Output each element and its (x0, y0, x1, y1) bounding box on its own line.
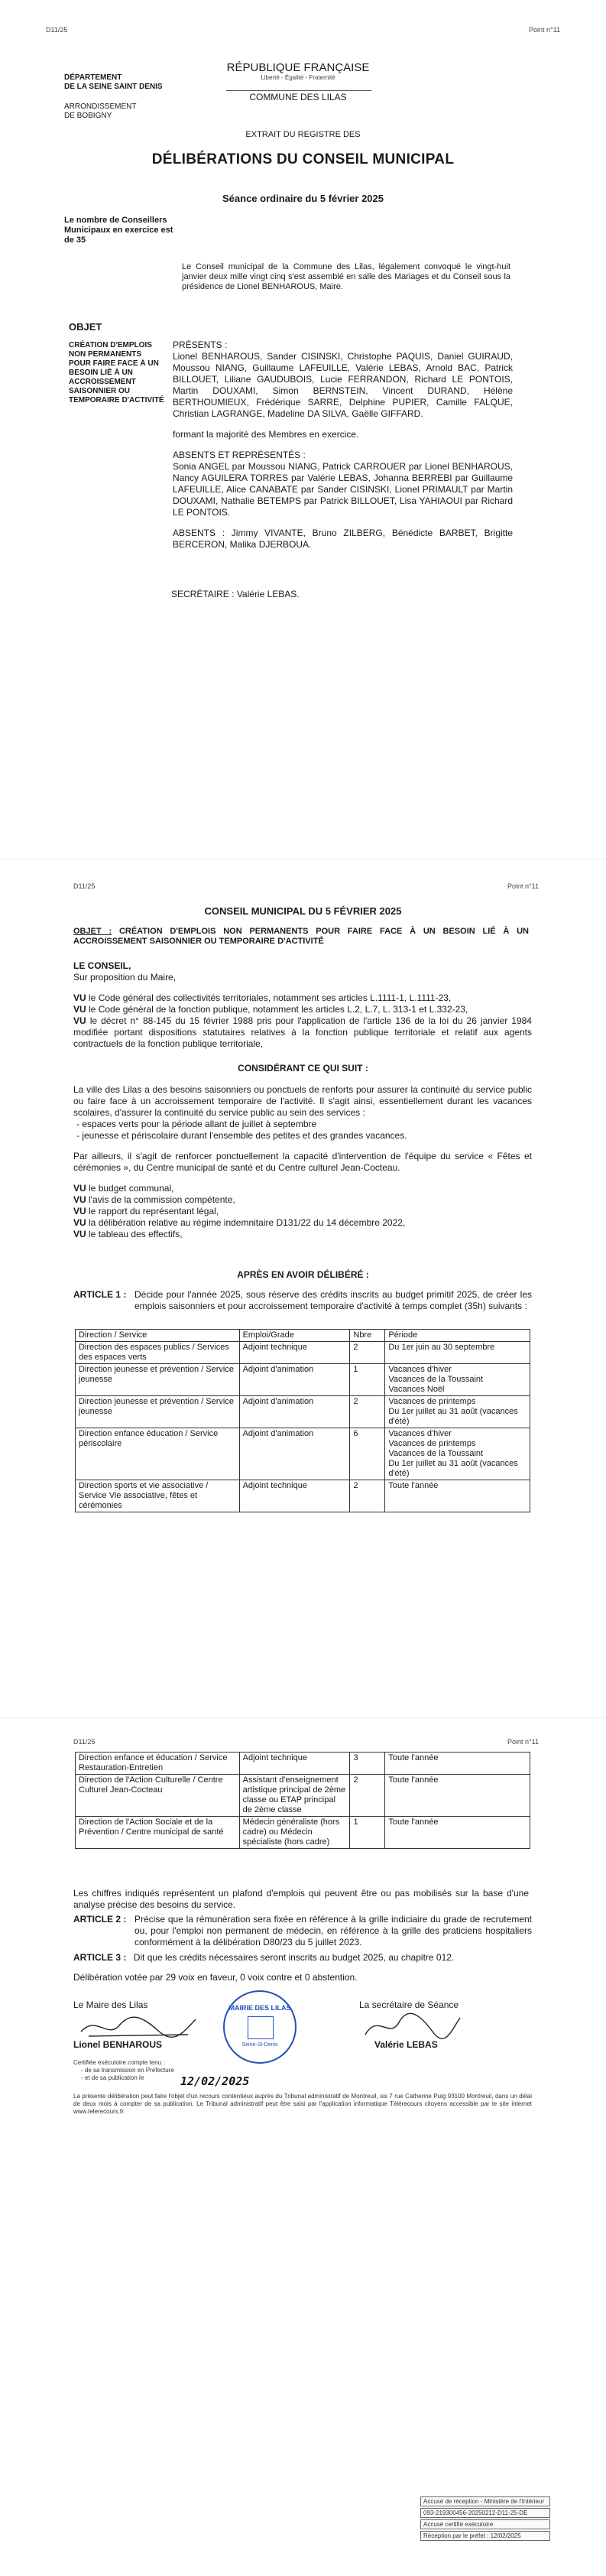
table-row (76, 1480, 530, 1512)
divider (226, 90, 371, 91)
table-cell: 1 (350, 1817, 385, 1849)
vote-result: Délibération votée par 29 voix en faveur, 0 voix contre et 0 abstention. (73, 1972, 358, 1983)
table-cell: Toute l'année (385, 1480, 530, 1512)
seal-emblem-icon (248, 2016, 274, 2039)
nombre-conseillers: Le nombre de Conseillers Municipaux en exercice est de 35 (64, 216, 173, 245)
table-cell: Vacances d'hiver Vacances de printemps Vacances de la Toussaint Du 1er juillet au 31 août (vacances d'été) (385, 1428, 530, 1480)
table-cell: Toute l'année (385, 1817, 530, 1849)
seal-top-text: MAIRIE DES LILAS (228, 2004, 291, 2012)
table-cell: Adjoint d'animation (239, 1396, 350, 1428)
table-cell: 2 (350, 1775, 385, 1817)
table-cell: 3 (350, 1753, 385, 1775)
objet-label: OBJET (69, 321, 102, 333)
table-cell: Médecin généraliste (hors cadre) ou Médecin spécialiste (hors cadre) (239, 1817, 350, 1849)
table-cell: Adjoint technique (239, 1753, 350, 1775)
table-cell: Adjoint d'animation (239, 1364, 350, 1396)
article-2-label: ARTICLE 2 : (73, 1914, 127, 1925)
para-1: La ville des Lilas a des besoins saisonniers ou ponctuels de renforts pour assurer la continuité du service public ou faire face à un accroissement temporaire de l'activité. Il s'agit ainsi, essentiellement durant les vacances scolaires, d'assurer la continuité du service public au sein des services : (73, 1084, 532, 1118)
page-2 (0, 859, 606, 1717)
vu-5 (73, 1194, 532, 1206)
secretaire-name: Valérie LEBAS. (236, 589, 300, 599)
secretaire-signature (359, 2009, 466, 2042)
vu-key: VU (73, 1183, 86, 1194)
table-header-cell: Emploi/Grade (239, 1330, 350, 1342)
presents-list: Lionel BENHAROUS, Sander CISINSKI, Christophe PAQUIS, Daniel GUIRAUD, Moussou NIANG, Guillaume LAFEUILLE, Valérie LEBAS, Arnold BAC, Patrick BILLOUET, Liliane GAUDUBOIS, Lucie FERRANDON, Richard LE PONTOIS, Martin DOUXAMI, Simon BERNSTEIN, Vincent DURAND, Hélène BERTHOUMIEUX, Frédérique SARRE, Delphine PUPIER, Camille FALQUE, Christian LAGRANGE, Madeline DA SILVA, Gaëlle GIFFARD. (173, 351, 513, 419)
table-cell: 1 (350, 1364, 385, 1396)
table-cell: Direction jeunesse et prévention / Service jeunesse (76, 1364, 240, 1396)
ref-number: D11/25 (73, 1738, 96, 1746)
page-1 (0, 0, 606, 859)
article-1 (73, 1289, 532, 1312)
vu-3 (73, 1015, 532, 1050)
table-header-cell: Période (385, 1330, 530, 1342)
point-number: Point n°11 (507, 1738, 539, 1746)
maire-label: Le Maire des Lilas (73, 1999, 148, 2010)
receipt-line-2: 093-219300456-20250212-D11-25-DE (420, 2508, 550, 2518)
emplois-table-body (76, 1330, 530, 1512)
vu-key: VU (73, 992, 86, 1003)
table-cell: Toute l'année (385, 1753, 530, 1775)
vu-2 (73, 1004, 532, 1015)
absents-block (173, 528, 513, 551)
table-cell: Direction de l'Action Sociale et de la Prévention / Centre municipal de santé (76, 1817, 240, 1849)
table-header-row (76, 1330, 530, 1342)
table-row (76, 1775, 530, 1817)
table-cell: Direction jeunesse et prévention / Service jeunesse (76, 1396, 240, 1428)
point-number: Point n°11 (529, 26, 560, 34)
vu-text: le tableau des effectifs, (89, 1229, 183, 1239)
table-cell: Direction de l'Action Culturelle / Centre Culturel Jean-Cocteau (76, 1775, 240, 1817)
vu-text: l'avis de la commission compétente, (89, 1194, 235, 1205)
prefecture-receipt (420, 2496, 550, 2542)
table-cell: 2 (350, 1480, 385, 1512)
emplois-table-continued (75, 1752, 530, 1849)
mairie-seal (223, 1990, 297, 2064)
receipt-line-4: Réception par le préfet : 12/02/2025 (420, 2531, 550, 2541)
table-cell: Direction sports et vie associative / Service Vie associative, fêtes et cérémonies (76, 1480, 240, 1512)
table-row (76, 1396, 530, 1428)
republic-title: RÉPUBLIQUE FRANÇAISE (226, 61, 370, 74)
secretaire-label: La secrétaire de Séance (359, 1999, 459, 2010)
secretaire-block (171, 589, 300, 600)
vu-8 (73, 1229, 532, 1240)
table-cell: Adjoint technique (239, 1480, 350, 1512)
table-cell: Adjoint technique (239, 1342, 350, 1364)
absents-rep-list: Sonia ANGEL par Moussou NIANG, Patrick CARROUER par Lionel BENHAROUS, Nancy AGUILERA TORRES par Valérie LEBAS, Johanna BERREBI par Guillaume LAFEUILLE, Alice CANABATE par Sander CISINSKI, Lionel PRIMAULT par Martin DOUXAMI, Nathalie BETEMPS par Patrick BILLOUET, Lisa YAHIAOUI par Richard LE PONTOIS. (173, 461, 513, 518)
vu-text: la délibération relative au régime indemnitaire D131/22 du 14 décembre 2022, (89, 1217, 406, 1228)
seal-bottom-text: Seine-St-Denis (241, 2042, 278, 2048)
objet-text: CRÉATION D'EMPLOIS NON PERMANENTS POUR FAIRE FACE À UN BESOIN LIÉ À UN ACCROISSEMENT SAISONNIER OU TEMPORAIRE D'ACTIVITÉ (69, 341, 164, 404)
article-1-label: ARTICLE 1 : (73, 1289, 127, 1300)
table-row (76, 1364, 530, 1396)
article-3 (73, 1952, 532, 1964)
vu-key: VU (73, 1015, 86, 1026)
article-2-text: Précise que la rémunération sera fixée en référence à la grille indiciaire du grade de recrutement ou, pour l'emploi non permanent de médecin, en référence à la grille des praticiens hospitaliers conformément à la délibération D80/23 du 5 juillet 2023. (134, 1914, 532, 1947)
certification (73, 2059, 174, 2082)
arrondissement (64, 102, 136, 121)
extrait-label: EXTRAIT DU REGISTRE DES (245, 130, 361, 139)
bullet-1: - espaces verts pour la période allant de juillet à septembre (76, 1119, 532, 1130)
le-conseil: LE CONSEIL, (73, 960, 131, 971)
page-3 (0, 1717, 606, 2576)
secretaire-name: Valérie LEBAS (374, 2039, 438, 2050)
considerant-heading: CONSIDÉRANT CE QUI SUIT : (238, 1063, 368, 1074)
vu-text: le Code général de la fonction publique, notamment les articles L.2, L.7, L. 313-1 et L.332-23, (89, 1004, 468, 1015)
table-row (76, 1817, 530, 1849)
vu-key: VU (73, 1217, 86, 1228)
article-2 (73, 1914, 532, 1948)
certifie-line-3: - et de sa publication le (81, 2074, 144, 2081)
vu-key: VU (73, 1229, 86, 1239)
table-cell: Vacances de printemps Du 1er juillet au 31 août (vacances d'été) (385, 1396, 530, 1428)
table-header-cell: Direction / Service (76, 1330, 240, 1342)
emplois-table-continued-body (76, 1753, 530, 1849)
seance-date: Séance ordinaire du 5 février 2025 (222, 193, 384, 204)
ref-number: D11/25 (73, 882, 96, 890)
intro-paragraph: Le Conseil municipal de la Commune des Lilas, légalement convoqué le vingt-huit janvier deux mille vingt cinq s'est assemblé en salle des Mariages et du Conseil sous la présidence de Lionel BENHAROUS, Maire. (182, 262, 510, 291)
article-3-text: Dit que les crédits nécessaires seront inscrits au budget 2025, au chapitre 012. (133, 1952, 455, 1963)
publication-date: 12/02/2025 (180, 2074, 250, 2088)
secretaire-label: SECRÉTAIRE : (171, 589, 235, 599)
point-number: Point n°11 (507, 882, 539, 890)
attendance-block (173, 339, 513, 551)
table-row (76, 1753, 530, 1775)
table-cell: Vacances d'hiver Vacances de la Toussaint Vacances Noël (385, 1364, 530, 1396)
emplois-table (75, 1329, 530, 1512)
vu-7 (73, 1217, 532, 1229)
objet-text: CRÉATION D'EMPLOIS NON PERMANENTS POUR FAIRE FACE À UN BESOIN LIÉ À UN ACCROISSEMENT SAISONNIER OU TEMPORAIRE D'ACTIVITÉ (73, 927, 529, 946)
vu-text: le Code général des collectivités territoriales, notamment ses articles L.1111-1, L.1111-23, (89, 992, 452, 1003)
certifie-line-1: Certifiée exécutoire compte tenu : (73, 2059, 165, 2066)
para-2: Par ailleurs, il s'agit de renforcer ponctuellement la capacité d'intervention de l'équipe du service « Fêtes et cérémonies », du Centre municipal de santé et du Centre culturel Jean-Cocteau. (73, 1151, 532, 1173)
receipt-line-3: Accusé certifié exécutoire (420, 2519, 550, 2529)
vu-key: VU (73, 1004, 86, 1015)
service-list (76, 1119, 532, 1142)
vu-text: le rapport du représentant légal, (89, 1206, 219, 1217)
conseil-heading: CONSEIL MUNICIPAL DU 5 FÉVRIER 2025 (204, 905, 402, 917)
republic-motto: Liberté - Égalité - Fraternité (261, 74, 335, 81)
arr-line-1: ARRONDISSEMENT (64, 102, 137, 111)
table-cell: Du 1er juin au 30 septembre (385, 1342, 530, 1364)
presents-label: PRÉSENTS : (173, 339, 228, 350)
table-cell: Direction enfance éducation / Service périscolaire (76, 1428, 240, 1480)
majorite-text: formant la majorité des Membres en exercice. (173, 429, 359, 440)
maire-name: Lionel BENHAROUS (73, 2039, 163, 2050)
arr-line-2: DE BOBIGNY (64, 112, 112, 120)
recours-notice: La présente délibération peut faire l'objet d'un recours contentieux auprès du Tribunal administratif de Montreuil, sis 7 rue Catherine Puig 93100 Montreuil, dans un délai de deux mois à compter de sa publication. Le Tribunal administratif peut être saisi par l'application informatique Télérecours citoyens accessible par le site internet www.telerecours.fr. (73, 2093, 532, 2115)
certifie-line-2: - de sa transmission en Préfecture (81, 2067, 174, 2074)
table-cell: Direction des espaces publics / Services des espaces verts (76, 1342, 240, 1364)
dept-line-2: DE LA SEINE SAINT DENIS (64, 83, 163, 91)
vu-6 (73, 1206, 532, 1217)
table-cell: 6 (350, 1428, 385, 1480)
deliberation-title: DÉLIBÉRATIONS DU CONSEIL MUNICIPAL (151, 151, 455, 167)
table-cell: 2 (350, 1342, 385, 1364)
table-header-cell: Nbre (350, 1330, 385, 1342)
dept-line-1: DÉPARTEMENT (64, 73, 122, 82)
vu-4 (73, 1183, 532, 1194)
article-3-label: ARTICLE 3 : (73, 1952, 127, 1963)
considerant-body (73, 1084, 532, 1240)
vu-1 (73, 992, 532, 1004)
department (64, 73, 163, 92)
vu-text: le budget communal, (89, 1183, 174, 1194)
proposition: Sur proposition du Maire, (73, 972, 177, 983)
commune-name: COMMUNE DES LILAS (249, 92, 347, 102)
table-cell: Adjoint d'animation (239, 1428, 350, 1480)
ref-number: D11/25 (46, 26, 68, 34)
objet-block (73, 927, 529, 947)
absents-list: Jimmy VIVANTE, Bruno ZILBERG, Bénédicte BARBET, Brigitte BERCERON, Malika DJERBOUA. (173, 528, 513, 550)
chiffres-note: Les chiffres indiqués représentent un plafond d'emplois qui peuvent être ou pas mobilisés sur la base d'une analyse précise des besoins du service. (73, 1888, 529, 1910)
considerations (73, 960, 532, 1050)
table-row (76, 1342, 530, 1364)
bullet-2: - jeunesse et périscolaire durant l'ensemble des petites et des grandes vacances. (76, 1130, 532, 1142)
header-block (199, 61, 397, 102)
vu-key: VU (73, 1194, 86, 1205)
table-cell: Direction enfance et éducation / Service Restauration-Entretien (76, 1753, 240, 1775)
absents-rep-label: ABSENTS ET REPRÉSENTÉS : (173, 450, 306, 460)
objet-label: OBJET : (73, 927, 112, 936)
table-cell: 2 (350, 1396, 385, 1428)
article-1-text: Décide pour l'année 2025, sous réserve des crédits inscrits au budget primitif 2025, de créer les emplois saisonniers et pour accroissement temporaire d'activité à temps complet (35h) suivants : (134, 1289, 532, 1311)
absents-label: ABSENTS : (173, 528, 225, 538)
table-cell: Assistant d'enseignement artistique principal de 2ème classe ou ETAP principal de 2ème classe (239, 1775, 350, 1817)
table-row (76, 1428, 530, 1480)
apres-heading: APRÈS EN AVOIR DÉLIBÉRÉ : (237, 1269, 369, 1280)
vu-text: le décret n° 88-145 du 15 février 1988 pris pour l'application de l'article 136 de la loi du 26 janvier 1984 modifiée portant dispositions statutaires relatives à la fonction publique territoriale et relatif aux agents contractuels de la fonction publique territoriale, (73, 1015, 532, 1049)
receipt-line-1: Accusé de réception - Ministère de l'Intérieur (420, 2496, 550, 2506)
table-cell: Toute l'année (385, 1775, 530, 1817)
vu-key: VU (73, 1206, 86, 1217)
